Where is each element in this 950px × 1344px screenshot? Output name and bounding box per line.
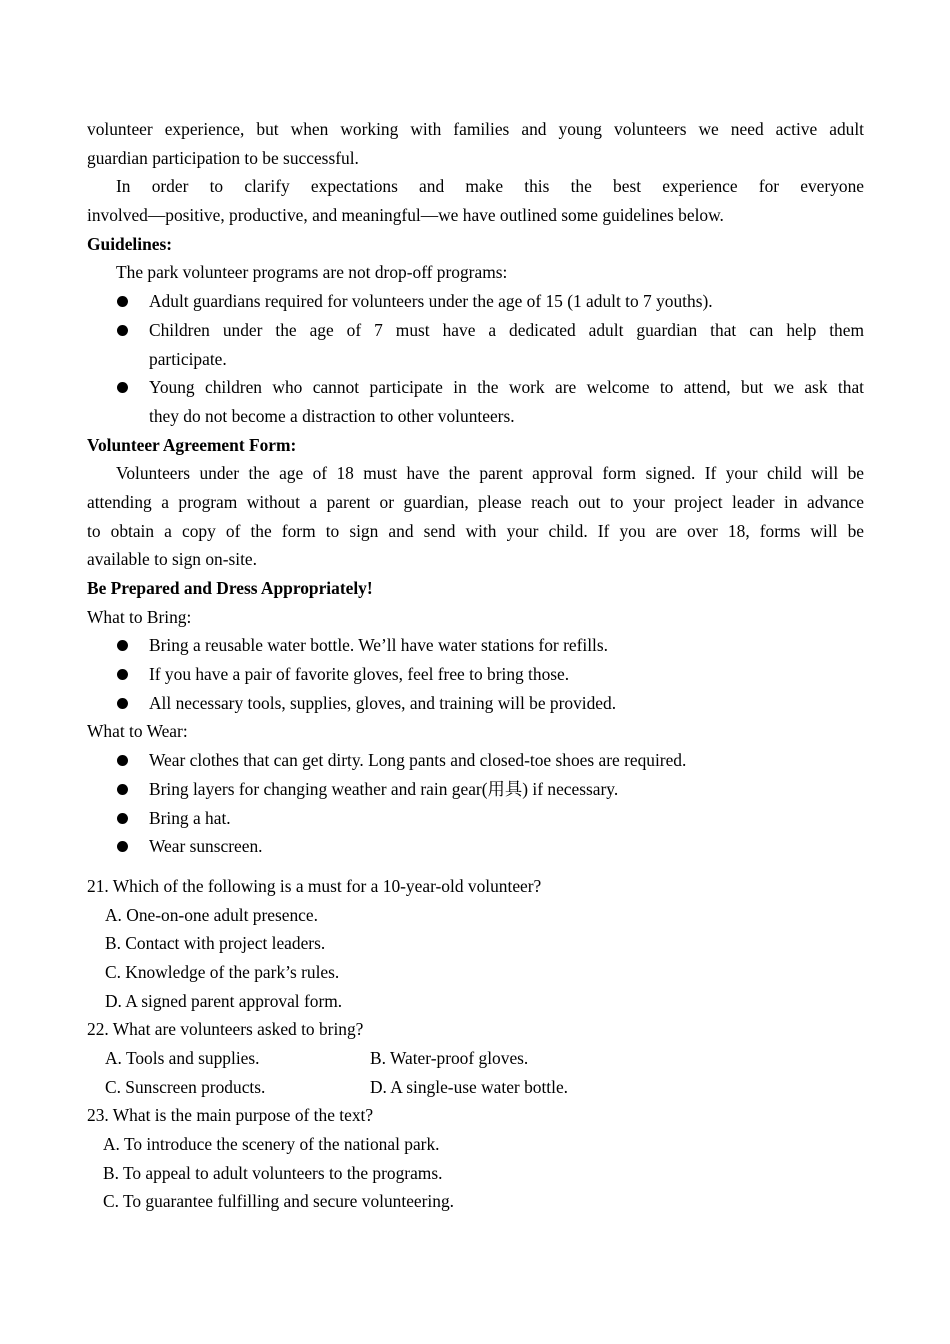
list-item xyxy=(87,689,864,718)
bullet-icon xyxy=(117,813,128,824)
bullet-icon xyxy=(117,841,128,852)
bullet-icon xyxy=(117,640,128,651)
list-item-text: Children under the age of 7 must have a dedicated adult guardian that can help them xyxy=(149,319,864,340)
agreement-paragraph-line: available to sign on-site. xyxy=(87,549,258,570)
list-item-text: Adult guardians required for volunteers under the age of 15 (1 adult to 7 youths). xyxy=(149,291,713,312)
intro-paragraph-line: guardian participation to be successful. xyxy=(87,147,359,168)
list-item-text: Bring a hat. xyxy=(149,807,231,828)
list-item-text: Young children who cannot participate in the work are welcome to attend, but we ask that xyxy=(149,377,864,398)
list-item-text: All necessary tools, supplies, gloves, and training will be provided. xyxy=(149,692,617,713)
list-item xyxy=(87,832,864,861)
question-option: D. A single-use water bottle. xyxy=(370,1076,569,1097)
question-stem: 21. Which of the following is a must for a 10-year-old volunteer? xyxy=(87,875,542,896)
intro-paragraph-line: involved—positive, productive, and meaningful—we have outlined some guidelines below. xyxy=(87,205,724,226)
question-option: C. Knowledge of the park’s rules. xyxy=(105,961,340,982)
list-item-text: Wear sunscreen. xyxy=(149,836,263,857)
question-option: A. Tools and supplies. xyxy=(105,1048,260,1068)
list-item xyxy=(87,373,864,402)
bullet-icon xyxy=(117,325,128,336)
list-item xyxy=(87,631,864,660)
guidelines-heading: Guidelines: xyxy=(87,233,173,254)
agreement-paragraph-line: attending a program without a parent or guardian, please reach out to your project leader in advance xyxy=(87,491,864,512)
list-item xyxy=(87,804,864,833)
prepared-heading: Be Prepared and Dress Appropriately! xyxy=(87,578,373,598)
list-item-text: Wear clothes that can get dirty. Long pants and closed-toe shoes are required. xyxy=(149,750,687,771)
list-item-text: Bring layers for changing weather and rain gear(用具) if necessary. xyxy=(149,778,619,799)
agreement-paragraph-line: Volunteers under the age of 18 must have the parent approval form signed. If your child will be xyxy=(116,463,864,484)
question-option-row xyxy=(87,1073,864,1102)
bullet-icon xyxy=(117,755,128,766)
list-item-continuation: they do not become a distraction to other volunteers. xyxy=(149,405,515,426)
agreement-heading: Volunteer Agreement Form: xyxy=(87,434,297,455)
question-option: C. To guarantee fulfilling and secure volunteering. xyxy=(103,1191,454,1212)
question-option-row xyxy=(87,1044,864,1073)
agreement-paragraph-line: to obtain a copy of the form to sign and send with your child. If you are over 18, forms will be xyxy=(87,520,864,541)
list-item xyxy=(87,746,864,775)
question-stem: 22. What are volunteers asked to bring? xyxy=(87,1019,364,1040)
bullet-icon xyxy=(117,382,128,393)
intro-paragraph-line: In order to clarify expectations and make this the best experience for everyone xyxy=(116,176,864,197)
question-option: A. One-on-one adult presence. xyxy=(105,904,318,925)
wear-label: What to Wear: xyxy=(87,721,188,742)
intro-paragraph-line: volunteer experience, but when working with families and young volunteers we need active adult xyxy=(87,119,864,139)
question-option: A. To introduce the scenery of the national park. xyxy=(103,1134,440,1155)
document-page xyxy=(87,115,864,1216)
list-item xyxy=(87,287,864,316)
bullet-icon xyxy=(117,784,128,795)
question-option: B. Water-proof gloves. xyxy=(370,1048,529,1068)
list-item xyxy=(87,775,864,804)
list-item-text: Bring a reusable water bottle. We’ll have water stations for refills. xyxy=(149,635,608,656)
list-item xyxy=(87,316,864,345)
bullet-icon xyxy=(117,296,128,307)
list-item-text: If you have a pair of favorite gloves, feel free to bring those. xyxy=(149,664,570,685)
bullet-icon xyxy=(117,698,128,709)
guidelines-lead: The park volunteer programs are not drop-off programs: xyxy=(116,262,508,283)
bullet-icon xyxy=(117,669,128,680)
bring-label: What to Bring: xyxy=(87,606,192,627)
list-item-continuation: participate. xyxy=(149,348,227,369)
question-option: C. Sunscreen products. xyxy=(105,1076,266,1097)
list-item xyxy=(87,660,864,689)
question-stem: 23. What is the main purpose of the text? xyxy=(87,1105,374,1126)
question-option: D. A signed parent approval form. xyxy=(105,990,343,1011)
question-option: B. Contact with project leaders. xyxy=(105,933,326,954)
question-option: B. To appeal to adult volunteers to the programs. xyxy=(103,1162,443,1183)
